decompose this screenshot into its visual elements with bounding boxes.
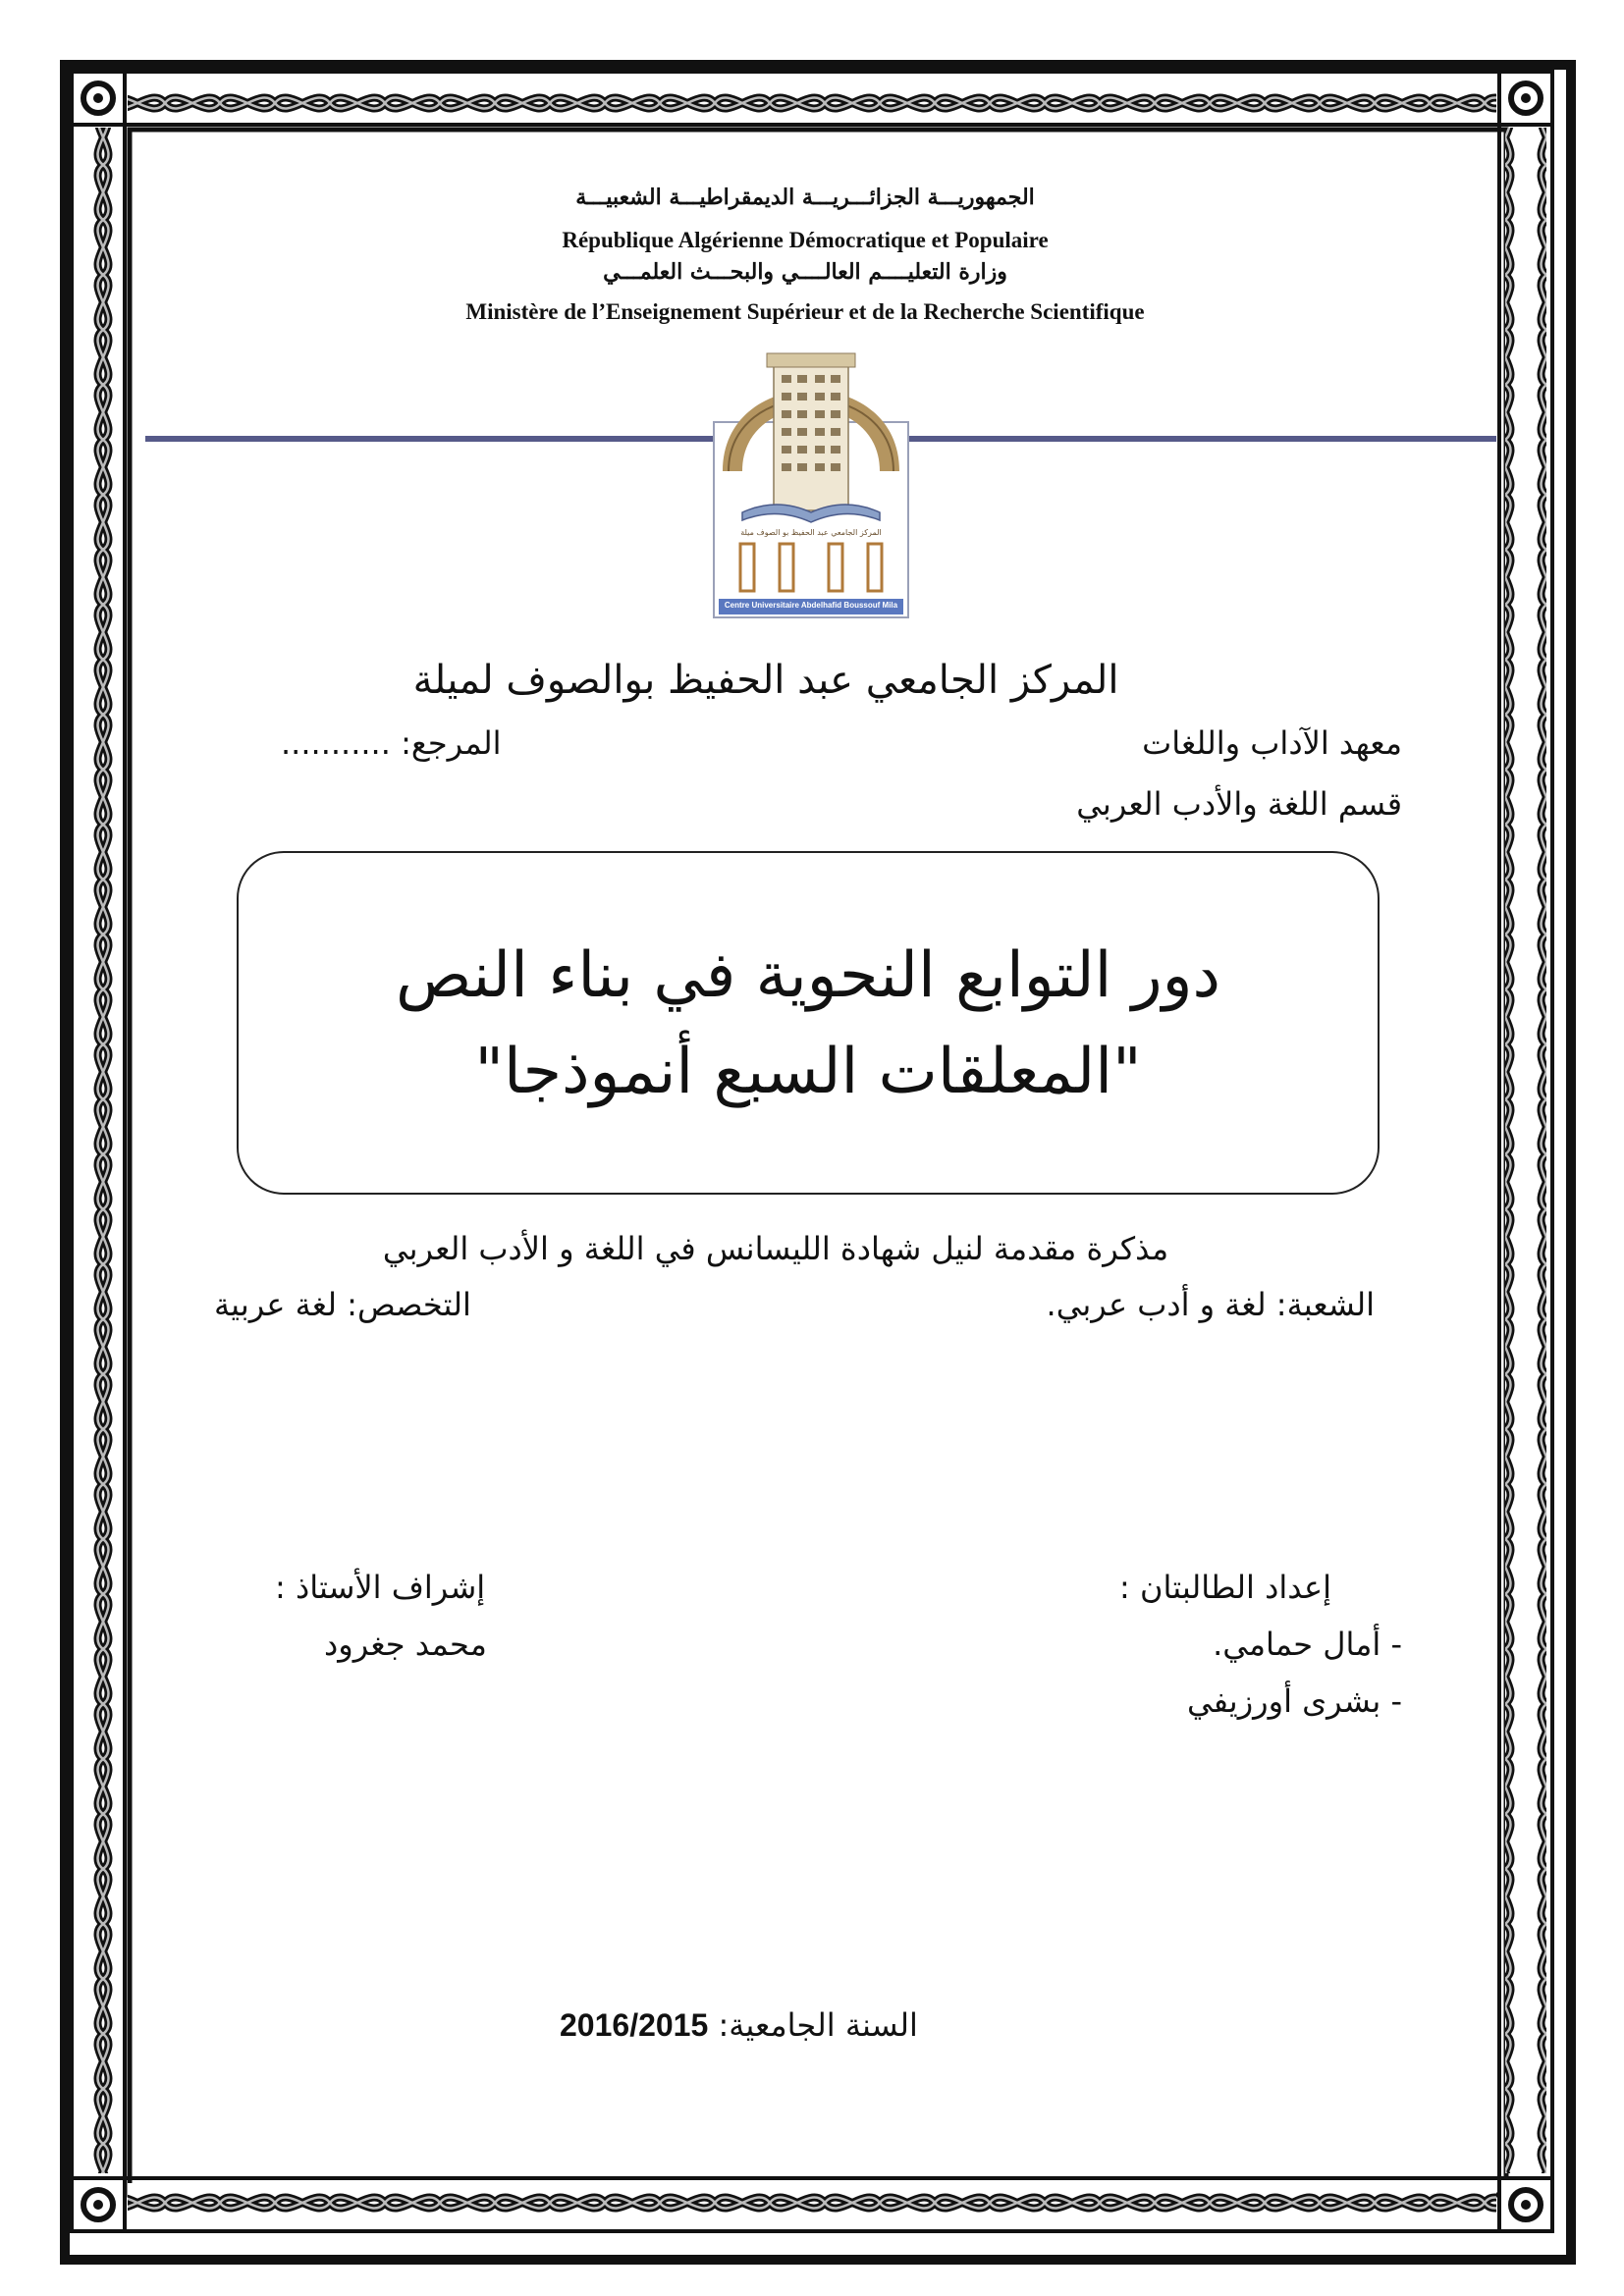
republic-name-arabic: الجمهوريـــة الجزائـــريـــة الديمقراطيـــة الشعبيـــة	[575, 185, 1035, 210]
student-name-2: - بشرى أورزيفي	[1186, 1682, 1402, 1720]
supervisor-name: محمد جغرود	[324, 1626, 487, 1663]
reference-field: المرجع: ...........	[281, 724, 502, 762]
title-box	[237, 851, 1380, 1195]
memo-branch: الشعبة: لغة و أدب عربي.	[1046, 1286, 1375, 1323]
students-heading: إعداد الطالبتان :	[1119, 1569, 1331, 1606]
department-name: قسم اللغة والأدب العربي	[1076, 785, 1402, 823]
student-name-1: - أمال حمامي.	[1213, 1626, 1402, 1663]
center-name: المركز الجامعي عبد الحفيظ بوالصوف لميلة	[412, 658, 1119, 703]
logo-caption-french: Centre Universitaire Abdelhafid Boussouf Mila	[724, 601, 898, 610]
academic-year-value: 2016/2015	[560, 2007, 709, 2043]
ministry-name-arabic: وزارة التعليــــم العالــــي والبحـــث العلمـــي	[603, 259, 1007, 285]
institute-name: معهد الآداب واللغات	[1142, 724, 1402, 762]
memo-description: مذكرة مقدمة لنيل شهادة الليسانس في اللغة و الأدب العربي	[382, 1230, 1169, 1267]
academic-year-label: السنة الجامعية:	[718, 2006, 918, 2044]
logo-caption-arabic: المركز الجامعي عبد الحفيظ بو الصوف ميلة	[740, 528, 882, 537]
republic-name-french: République Algérienne Démocratique et Populaire	[562, 228, 1049, 252]
thesis-title-line-1: دور التوابع النحوية في بناء النص	[395, 939, 1221, 1012]
academic-year	[560, 2006, 918, 2044]
memo-specialty: التخصص: لغة عربية	[214, 1286, 471, 1323]
header-rule-right	[909, 436, 1496, 442]
supervisor-heading: إشراف الأستاذ :	[275, 1569, 486, 1606]
university-logo	[713, 324, 909, 618]
thesis-title-line-2: "المعلقات السبع أنموذجا"	[474, 1036, 1142, 1108]
ministry-name-french: Ministère de l’Enseignement Supérieur et de la Recherche Scientifique	[465, 299, 1145, 324]
header-rule-left	[145, 436, 715, 442]
